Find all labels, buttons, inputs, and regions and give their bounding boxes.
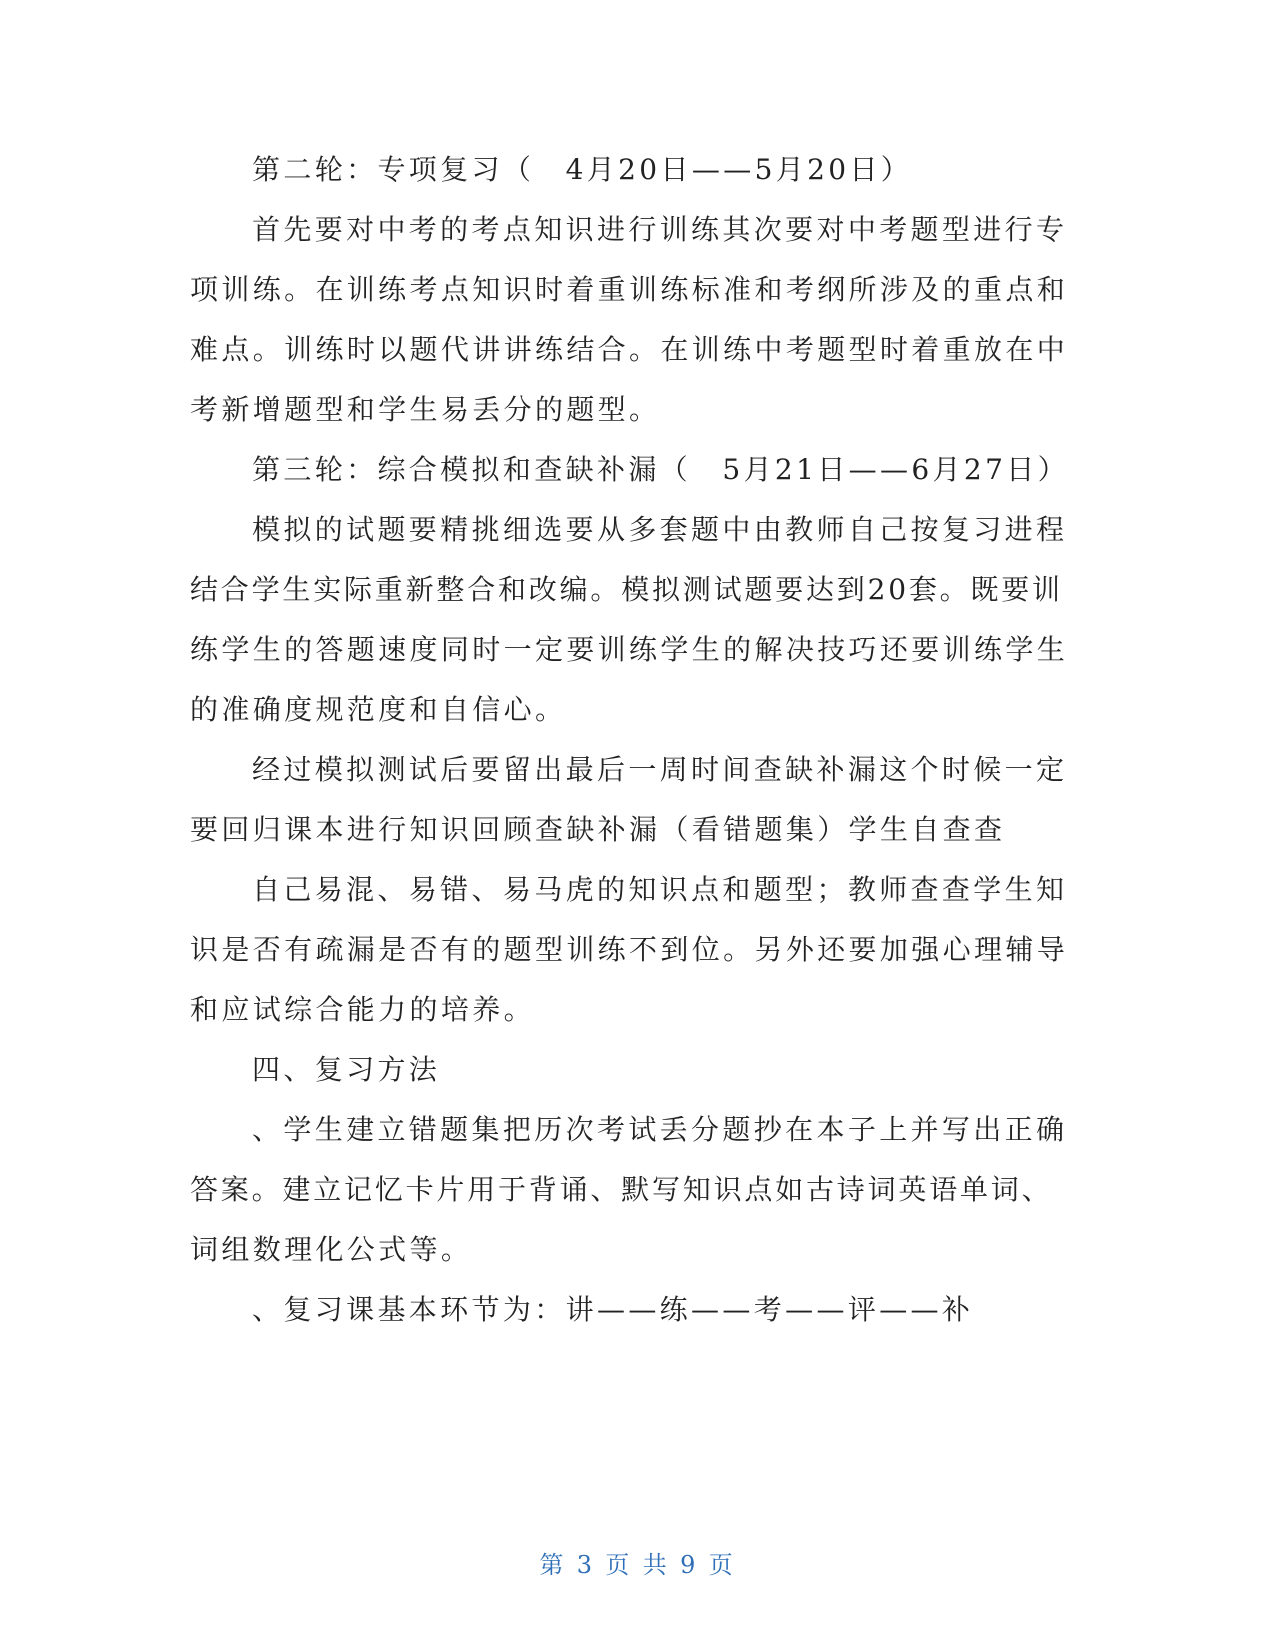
paragraph-line: 的准确度规范度和自信心。 (190, 693, 567, 726)
paragraph-line: 、复习课基本环节为：讲——练——考——评——补 (252, 1293, 974, 1326)
paragraph-line: 词组数理化公式等。 (190, 1233, 473, 1266)
section-heading-review-methods: 四、复习方法 (252, 1053, 441, 1086)
paragraph-line: 难点。训练时以题代讲讲练结合。在训练中考题型时着重放在中 (190, 333, 1069, 366)
paragraph-line: 经过模拟测试后要留出最后一周时间查缺补漏这个时候一定 (252, 753, 1068, 786)
paragraph-line: 答案。建立记忆卡片用于背诵、默写知识点如古诗词英语单词、 (190, 1173, 1053, 1206)
paragraph-line: 结合学生实际重新整合和改编。模拟测试题要达到20套。既要训 (190, 573, 1063, 606)
section-heading-round-two: 第二轮：专项复习（ 4月20日——5月20日） (252, 153, 913, 186)
section-heading-round-three: 第三轮：综合模拟和查缺补漏（ 5月21日——6月27日） (252, 453, 1069, 486)
paragraph-line: 项训练。在训练考点知识时着重训练标准和考纲所涉及的重点和 (190, 273, 1069, 306)
paragraph-line: 练学生的答题速度同时一定要训练学生的解决技巧还要训练学生 (190, 633, 1069, 666)
paragraph-line: 自己易混、易错、易马虎的知识点和题型；教师查查学生知 (252, 873, 1068, 906)
paragraph-line: 模拟的试题要精挑细选要从多套题中由教师自己按复习进程 (252, 513, 1068, 546)
page-number-footer: 第 3 页 共 9 页 (539, 1551, 736, 1579)
paragraph-line: 识是否有疏漏是否有的题型训练不到位。另外还要加强心理辅导 (190, 933, 1069, 966)
paragraph-line: 考新增题型和学生易丢分的题型。 (190, 393, 661, 426)
document-body (190, 140, 1069, 1340)
paragraph-line: 首先要对中考的考点知识进行训练其次要对中考题型进行专 (252, 213, 1068, 246)
paragraph-line: 、学生建立错题集把历次考试丢分题抄在本子上并写出正确 (252, 1113, 1068, 1146)
paragraph-line: 和应试综合能力的培养。 (190, 993, 535, 1026)
paragraph-line: 要回归课本进行知识回顾查缺补漏（看错题集）学生自查查 (190, 813, 1006, 846)
